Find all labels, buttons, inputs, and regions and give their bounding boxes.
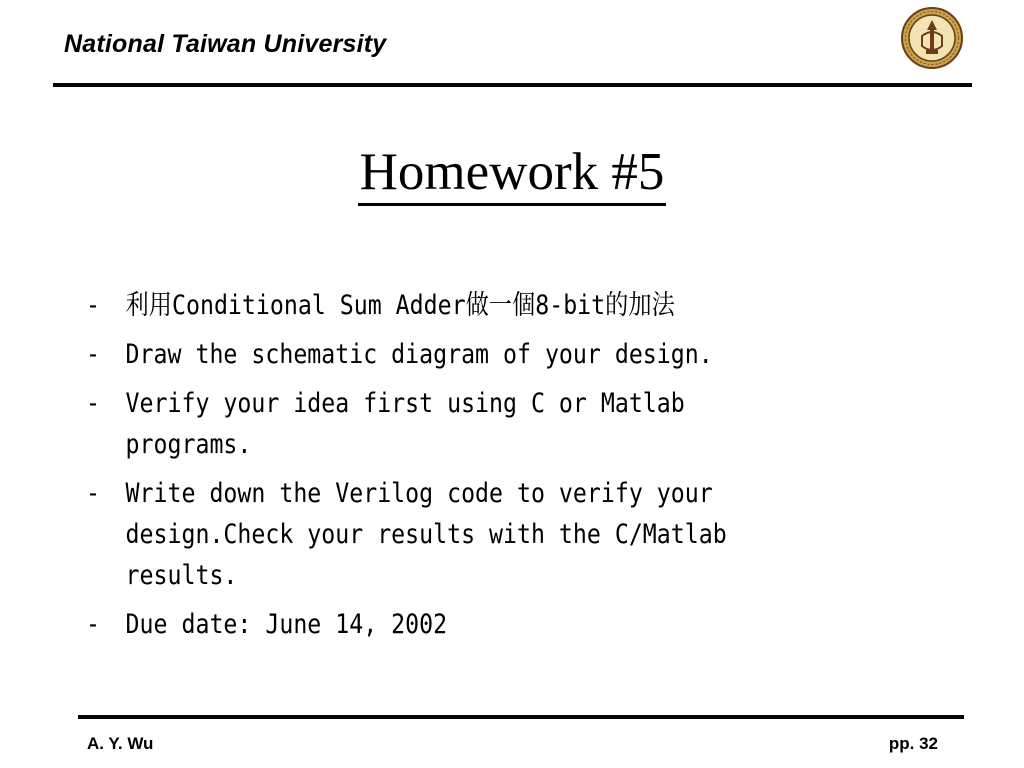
- bullet-marker: -: [86, 478, 100, 509]
- bullet-item: [86, 383, 791, 465]
- bullet-text: Verify your idea first using C or Matlab programs.: [125, 388, 699, 460]
- bullet-marker: -: [86, 609, 100, 640]
- bullet-marker: -: [86, 388, 100, 419]
- bullet-item: [86, 473, 791, 596]
- institution-name: National Taiwan University: [64, 30, 387, 58]
- footer-divider: [78, 715, 964, 719]
- slide-title-text: Homework #5: [358, 141, 667, 206]
- slide-title: [0, 140, 1024, 206]
- page-number: pp. 32: [888, 734, 938, 753]
- bullet-item: [86, 334, 791, 375]
- bullet-text: Write down the Verilog code to verify your design.Check your results with the C/Matlab results.: [125, 478, 741, 591]
- bullet-marker: -: [86, 339, 100, 370]
- bullet-item: [86, 285, 791, 326]
- university-seal-icon: [900, 6, 964, 70]
- bullet-text: 利用Conditional Sum Adder做一個8-bit的加法: [125, 290, 675, 321]
- bullet-marker: -: [86, 290, 100, 321]
- bullet-text: Draw the schematic diagram of your design.: [125, 339, 713, 370]
- footer-author: A. Y. Wu: [87, 734, 154, 753]
- bullet-list: [86, 285, 791, 653]
- header-divider: [53, 83, 972, 87]
- bullet-item: [86, 604, 791, 645]
- bullet-text: Due date: June 14, 2002: [125, 609, 448, 640]
